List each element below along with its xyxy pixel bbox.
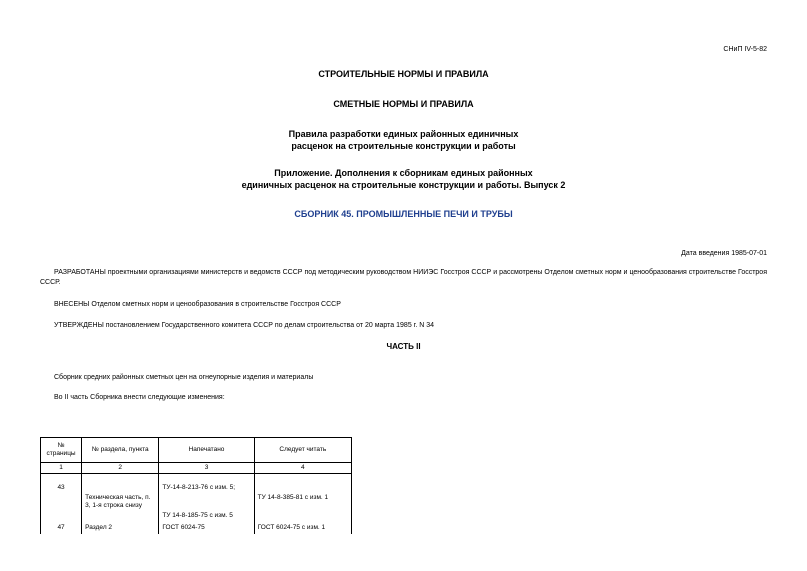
cell-read: ГОСТ 6024-75 с изм. 1 bbox=[254, 522, 351, 534]
developed-paragraph bbox=[40, 268, 767, 288]
appendix-title-line2: единичных расценок на строительные конструкции и работы. Выпуск 2 bbox=[241, 180, 566, 190]
introduced-text: Отделом сметных норм и ценообразования в строительстве Госстроя СССР bbox=[89, 301, 341, 308]
collection-title: СБОРНИК 45. ПРОМЫШЛЕННЫЕ ПЕЧИ И ТРУБЫ bbox=[294, 209, 513, 219]
developed-text: проектными организациями министерств и ведомств СССР под методическим руководством НИИЭС Госстроя СССР и рассмотрены Отделом сметных норм и ценообразования строительстве Госстроя СССР. bbox=[40, 269, 767, 286]
document-code: СНиП IV-5-82 bbox=[723, 46, 767, 53]
col-header-printed: Напечатано bbox=[159, 438, 254, 463]
cell-section: Раздел 2 bbox=[82, 522, 159, 534]
subtitle: СМЕТНЫЕ НОРМЫ И ПРАВИЛА bbox=[333, 99, 474, 109]
approved-text: постановлением Государственного комитета СССР по делам строительства от 20 марта 1985 г. N 34 bbox=[103, 322, 435, 329]
changes-intro: Во II часть Сборника внести следующие изменения: bbox=[54, 394, 225, 401]
col-number: 2 bbox=[82, 463, 159, 474]
approved-label: УТВЕРЖДЕНЫ bbox=[54, 322, 104, 329]
main-title: СТРОИТЕЛЬНЫЕ НОРМЫ И ПРАВИЛА bbox=[318, 69, 489, 79]
introduced-paragraph bbox=[40, 300, 767, 310]
table-row bbox=[41, 474, 352, 523]
cell-section: Техническая часть, п. 3, 1-я строка снизу bbox=[82, 474, 159, 523]
col-header-read: Следует читать bbox=[254, 438, 351, 463]
cell-printed-line1: ТУ-14-8-213-76 с изм. 5; bbox=[162, 484, 236, 491]
amendments-table bbox=[40, 437, 352, 534]
cell-printed bbox=[159, 474, 254, 523]
cell-printed: ГОСТ 6024-75 bbox=[159, 522, 254, 534]
cell-page: 47 bbox=[41, 522, 82, 534]
column-number-row bbox=[41, 463, 352, 474]
col-number: 1 bbox=[41, 463, 82, 474]
col-header-section: № раздела, пункта bbox=[82, 438, 159, 463]
table-header-row bbox=[41, 438, 352, 463]
col-number: 4 bbox=[254, 463, 351, 474]
introduced-label: ВНЕСЕНЫ bbox=[54, 301, 90, 308]
col-header-page: № страницы bbox=[41, 438, 82, 463]
col-number: 3 bbox=[159, 463, 254, 474]
appendix-title bbox=[0, 167, 807, 191]
collection-note: Сборник средних районных сметных цен на огнеупорные изделия и материалы bbox=[54, 374, 314, 381]
rules-title bbox=[0, 128, 807, 152]
rules-title-line2: расценок на строительные конструкции и работы bbox=[291, 141, 516, 151]
cell-printed-line2: ТУ 14-8-185-75 с изм. 5 bbox=[162, 512, 233, 519]
approved-paragraph bbox=[40, 321, 767, 331]
developed-label: РАЗРАБОТАНЫ bbox=[54, 269, 106, 276]
appendix-title-line1: Приложение. Дополнения к сборникам единых районных bbox=[274, 168, 533, 178]
table-row bbox=[41, 522, 352, 534]
introduction-date: Дата введения 1985-07-01 bbox=[681, 250, 767, 257]
part-title: ЧАСТЬ II bbox=[386, 342, 421, 351]
cell-read: ТУ 14-8-385-81 с изм. 1 bbox=[254, 474, 351, 523]
cell-page: 43 bbox=[41, 474, 82, 523]
rules-title-line1: Правила разработки единых районных единичных bbox=[288, 129, 519, 139]
